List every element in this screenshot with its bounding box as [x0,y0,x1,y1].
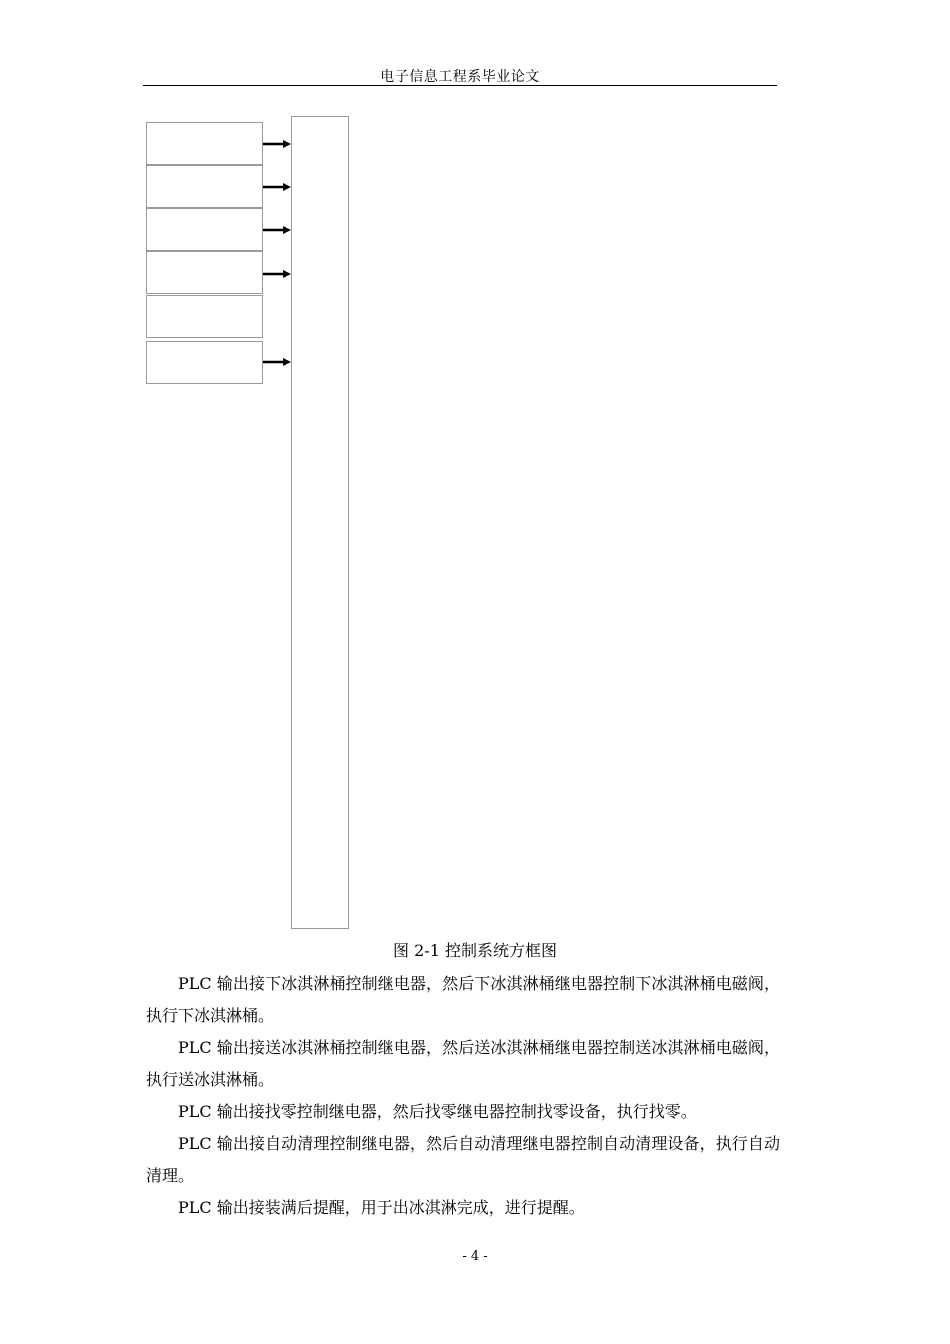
arrow-right-icon [263,268,291,280]
paragraph: PLC 输出接送冰淇淋桶控制继电器，然后送冰淇淋桶继电器控制送冰淇淋桶电磁阀，执行送冰淇淋桶。 [146,1038,780,1089]
input-block-5 [146,295,263,338]
input-block-3 [146,208,263,251]
arrow-right-icon [263,224,291,236]
header-title: 电子信息工程系毕业论文 [380,69,540,85]
body-text [146,968,780,1224]
input-block-6 [146,341,263,384]
plc-block [291,116,349,929]
arrow-right-icon [263,356,291,368]
input-block-2 [146,165,263,208]
input-block-4 [146,251,263,294]
figure-caption: 图 2-1 控制系统方框图 [393,941,557,960]
paragraph: PLC 输出接找零控制继电器，然后找零继电器控制找零设备，执行找零。 [178,1102,697,1121]
paragraph: PLC 输出接下冰淇淋桶控制继电器，然后下冰淇淋桶继电器控制下冰淇淋桶电磁阀，执行下冰淇淋桶。 [146,974,780,1025]
paragraph: PLC 输出接装满后提醒，用于出冰淇淋完成，进行提醒。 [178,1198,585,1217]
arrow-right-icon [263,181,291,193]
page-number: - 4 - [462,1249,488,1264]
paragraph: PLC 输出接自动清理控制继电器，然后自动清理继电器控制自动清理设备，执行自动清理。 [146,1134,780,1185]
input-block-1 [146,122,263,165]
arrow-right-icon [263,138,291,150]
